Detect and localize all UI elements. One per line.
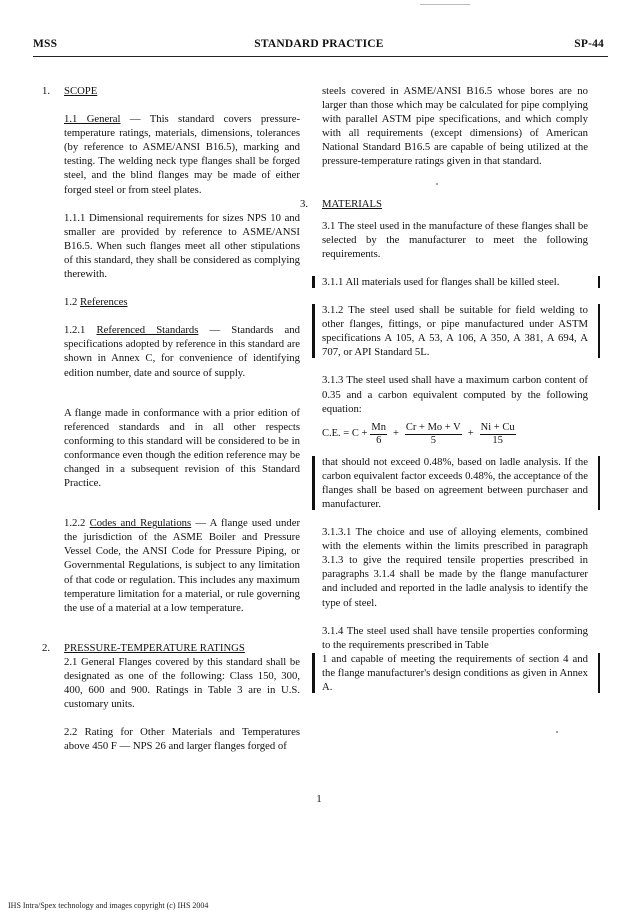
para-1-2-1-b: A flange made in conformance with a prior edition of referenced standards and in all other respects conforming to this standard will be considered to be in conformance even though the edition reference may be changed in a subsequent revision of this Standard Practice. [64, 406, 300, 490]
header-doc-number: SP-44 [574, 38, 604, 50]
carbon-equivalent-equation [322, 422, 588, 447]
section-1-heading: 1. SCOPE [42, 85, 98, 97]
equation-plus: + [392, 428, 399, 440]
para-3-1-4-a: 3.1.4 The steel used shall have tensile properties conforming to the requirements prescribed in Table [322, 624, 588, 651]
para-3-1-4-b: 1 and capable of meeting the requirements of section 4 and the flange manufacturer's design conditions as given in Annex A. [322, 652, 588, 693]
para-1-2-2: 1.2.2 Codes and Regulations — A flange used under the jurisdiction of the ASME Boiler and Pressure Vessel Code, the ANSI Code for Pressure Piping, or Governmental Regulations, is subject to any limitation of that code or regulation. This includes any maximum temperature limitation for a material, or rule governing the use of a material at a low temperature. [64, 517, 301, 614]
header-title: STANDARD PRACTICE [254, 38, 384, 50]
para-1-1: 1.1 General — This standard covers pressure-temperature ratings, materials, dimensions, tolerances (by reference to ASME/ANSI B16.5), marking and testing. The welding neck type flanges shall be forged steel, and the blind flanges may be made of either forged steel or from steel plates. [64, 113, 301, 196]
equation-lhs: C.E. = C + [322, 428, 368, 440]
header-rule [33, 56, 608, 57]
para-3-1-2: 3.1.2 The steel used shall be suitable for field welding to other flanges, fittings, or pipe manufactured under ASTM specifications A 105, A 53, A 106, A 350, A 381, A 694, A 707, or API Standard 5L. [322, 304, 588, 359]
para-2-2: 2.2 Rating for Other Materials and Temperatures above 450 F — NPS 26 and larger flanges forged of [64, 726, 300, 753]
scan-mark [420, 4, 470, 5]
page-number: 1 [316, 793, 322, 805]
equation-plus: + [467, 428, 474, 440]
left-column [42, 84, 300, 753]
scan-speck [556, 731, 558, 733]
para-2-1: 2.1 General Flanges covered by this standard shall be designated as one of the following: Class 150, 300, 400, 600 and 900. Ratings in Table 3 are in U.S. customary units. [64, 655, 300, 711]
section-2-heading: 2. PRESSURE-TEMPERATURE RATINGS [42, 641, 245, 654]
para-3-1: 3.1 The steel used in the manufacture of these flanges shall be selected by the manufacturer to meet the following requirements. [322, 219, 588, 260]
fraction-mn: $\frac{Mn}{6}$ [371, 421, 386, 446]
para-3-1-3-1: 3.1.3.1 The choice and use of alloying elements, combined with the elements within the limits prescribed in paragraph 3.1.3 to give the required tensile properties prescribed in paragraphs 3.1.4 shall be made by the flange manufacturer and included and reported in the ladle analysis to identify the type of steel. [322, 526, 588, 609]
para-1-2-heading: 1.2 References [64, 296, 128, 309]
para-3-1-3: 3.1.3 The steel used shall have a maximum carbon content of 0.35 and a carbon equivalent computed by the following equation: [322, 374, 588, 415]
para-2-2-continued: steels covered in ASME/ANSI B16.5 whose bores are no larger than those which may be calculated for pipe complying with parallel ASTM pipe specifications, and which comply with all requirements (except dimensions) of American National Standard B16.5 are capable of being utilized at the pressure-temperature ratings given in that standard. [322, 85, 588, 168]
scan-speck [436, 183, 438, 185]
right-column [300, 84, 588, 694]
para-1-1-1: 1.1.1 Dimensional requirements for sizes NPS 10 and smaller are provided by reference to ASME/ANSI B16.5. When such flanges meet all other stipulations of this standard, they shall be considered as complying therewith. [64, 211, 300, 281]
para-3-1-1: 3.1.1 All materials used for flanges shall be killed steel. [322, 275, 588, 289]
header-org: MSS [33, 38, 58, 50]
copyright-footer: IHS Intra/Spex technology and images copyright (c) IHS 2004 [8, 901, 209, 910]
section-3-heading: 3. MATERIALS [300, 197, 382, 210]
fraction-ni-cu: $\frac{Ni + Cu}{15}$ [480, 421, 515, 446]
fraction-cr-mo-v: $\frac{Cr + Mo + V}{5}$ [405, 421, 461, 446]
para-3-1-3-b: that should not exceed 0.48%, based on ladle analysis. If the carbon equivalent factor exceeds 0.48%, the acceptance of the flanges shall be based on agreement between purchaser and manufacturer. [322, 455, 588, 510]
para-1-2-1: 1.2.1 Referenced Standards — Standards and specifications adopted by reference in this standard are shown in Annex C, for convenience of identifying edition number, date and source of supply. [64, 324, 300, 379]
